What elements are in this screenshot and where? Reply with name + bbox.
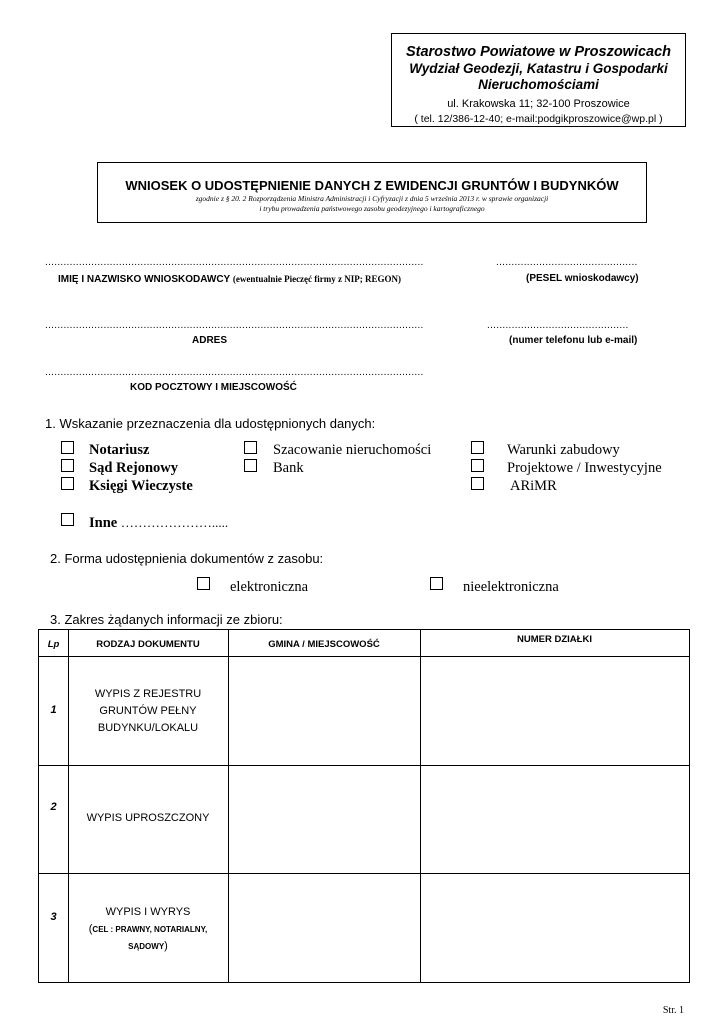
page-number: Str. 1 <box>662 1005 684 1016</box>
district-court-label: Sąd Rejonowy <box>89 460 179 476</box>
row-3-municipality-cell[interactable] <box>229 874 419 981</box>
row-3-doc-note-text: SĄDOWY <box>128 942 165 951</box>
row-2-municipality-cell[interactable] <box>229 766 419 872</box>
other-label-text: Inne <box>89 515 118 531</box>
row-3-doc-note-text: CEL : PRAWNY, NOTARIALNY, <box>92 925 208 934</box>
name-label <box>58 273 401 286</box>
header-parcel-number: NUMER DZIAŁKI <box>517 634 592 645</box>
land-registry-label: Księgi Wieczyste <box>89 478 193 494</box>
district-court-checkbox[interactable] <box>61 459 74 472</box>
name-label-note: (ewentualnie Pieczęć firmy z NIP; REGON) <box>232 274 402 284</box>
bank-checkbox[interactable] <box>244 459 257 472</box>
header-document-type: RODZAJ DOKUMENTU <box>96 639 200 650</box>
row-3-document <box>68 904 228 955</box>
row-3-doc-line: WYPIS I WYRYS <box>105 906 191 918</box>
department-line-1: Wydział Geodezji, Katastru i Gospodarki <box>409 61 668 76</box>
design-investment-checkbox[interactable] <box>471 459 484 472</box>
name-input-line[interactable]: ........................................................................................................................... <box>45 257 424 268</box>
legal-basis-line-1: zgodnie z § 20. 2 Rozporządzenia Ministra Administracji i Cyfryzacji z dnia 5 września 2013 r. w sprawie organizacji <box>195 194 549 203</box>
other-label <box>89 514 228 532</box>
building-conditions-label: Warunki zabudowy <box>507 442 620 458</box>
name-label-text: IMIĘ I NAZWISKO WNIOSKODAWCY <box>58 274 231 285</box>
form-title: WNIOSEK O UDOSTĘPNIENIE DANYCH Z EWIDENCJI GRUNTÓW I BUDYNKÓW <box>125 178 619 193</box>
document-request-table <box>38 629 690 983</box>
address-input-line[interactable]: ........................................................................................................................... <box>45 320 424 331</box>
office-address: ul. Krakowska 11; 32-100 Proszowice <box>447 98 630 110</box>
legal-basis-line-2: i trybu prowadzenia państwowego zasobu geodezyjnego i kartograficznego <box>259 204 485 213</box>
office-header <box>391 33 686 127</box>
notary-checkbox[interactable] <box>61 441 74 454</box>
row-2-doc-line: WYPIS UPROSZCZONY <box>86 812 210 824</box>
notary-label: Notariusz <box>89 442 150 458</box>
other-input-line[interactable]: …………………..... <box>120 515 229 530</box>
section-2-heading: 2. Forma udostępnienia dokumentów z zasobu: <box>50 551 324 566</box>
building-conditions-checkbox[interactable] <box>471 441 484 454</box>
row-3-parcel-cell[interactable] <box>421 874 688 981</box>
row-2-lp: 2 <box>50 801 57 813</box>
office-contact: ( tel. 12/386-12-40; e-mail:podgikproszowice@wp.pl ) <box>414 113 663 125</box>
valuation-checkbox[interactable] <box>244 441 257 454</box>
header-lp: Lp <box>47 639 60 650</box>
row-1-parcel-cell[interactable] <box>421 657 688 764</box>
row-3-doc-note <box>68 921 228 938</box>
arimr-label: ARiMR <box>510 478 557 494</box>
valuation-label: Szacowanie nieruchomości <box>273 442 432 458</box>
form-title-box <box>97 162 647 223</box>
electronic-checkbox[interactable] <box>197 577 210 590</box>
row-2-parcel-cell[interactable] <box>421 766 688 872</box>
department-line-2: Nieruchomościami <box>478 77 599 92</box>
phone-input-line[interactable]: .............................................. <box>487 320 629 331</box>
row-1-document <box>68 686 228 737</box>
header-municipality: GMINA / MIEJSCOWOŚĆ <box>268 639 380 650</box>
row-1-lp: 1 <box>50 704 57 716</box>
electronic-label: elektroniczna <box>230 579 309 595</box>
pesel-input-line[interactable]: .............................................. <box>496 257 638 268</box>
office-name: Starostwo Powiatowe w Proszowicach <box>405 44 672 60</box>
land-registry-checkbox[interactable] <box>61 477 74 490</box>
non-electronic-label: nieelektroniczna <box>463 579 559 595</box>
non-electronic-checkbox[interactable] <box>430 577 443 590</box>
arimr-checkbox[interactable] <box>471 477 484 490</box>
postal-input-line[interactable]: ........................................................................................................................... <box>45 367 424 378</box>
bank-label: Bank <box>273 460 304 476</box>
phone-label: (numer telefonu lub e-mail) <box>509 335 638 346</box>
address-label: ADRES <box>192 335 228 346</box>
row-3-doc-note <box>68 938 228 955</box>
section-1-heading: 1. Wskazanie przeznaczenia dla udostępnionych danych: <box>45 416 376 431</box>
row-1-doc-line: GRUNTÓW PEŁNY <box>99 705 197 717</box>
row-3-lp: 3 <box>50 911 57 923</box>
design-investment-label: Projektowe / Inwestycyjne <box>507 460 662 476</box>
row-3-doc-note-open: ( <box>88 923 93 935</box>
section-3-heading: 3. Zakres żądanych informacji ze zbioru: <box>50 612 283 627</box>
row-1-doc-line: BUDYNKU/LOKALU <box>97 722 199 734</box>
row-2-document <box>68 810 228 827</box>
row-1-municipality-cell[interactable] <box>229 657 419 764</box>
other-checkbox[interactable] <box>61 513 74 526</box>
pesel-label: (PESEL wnioskodawcy) <box>526 273 639 284</box>
row-1-doc-line: WYPIS Z REJESTRU <box>94 688 202 700</box>
postal-label: KOD POCZTOWY I MIEJSCOWOŚĆ <box>130 382 297 393</box>
row-3-doc-note-close: ) <box>164 940 168 952</box>
